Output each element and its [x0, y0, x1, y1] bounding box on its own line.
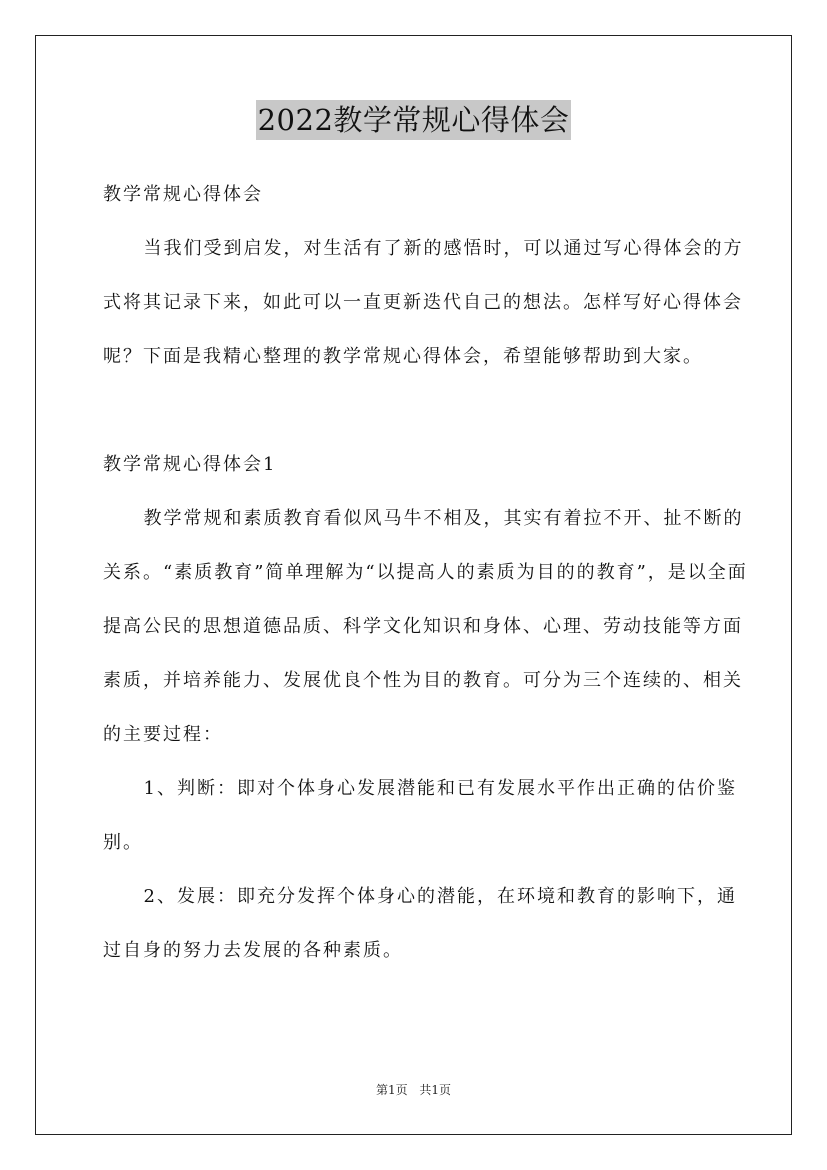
section-heading: 教学常规心得体会: [103, 184, 263, 205]
paragraph: 2、发展：即充分发挥个体身心的潜能，在环境和教育的影响下，通过自身的努力去发展的各种素质。: [103, 886, 737, 961]
paragraph: 1、判断：即对个体身心发展潜能和已有发展水平作出正确的估价鉴别。: [103, 778, 737, 853]
section-1: [103, 438, 753, 978]
section-heading: 教学常规心得体会1: [103, 454, 277, 475]
paragraph: 教学常规和素质教育看似风马牛不相及，其实有着拉不开、扯不断的关系。“素质教育”简单理解为“以提高人的素质为目的的教育”，是以全面提高公民的思想道德品质、科学文化知识和身体、心理、劳动技能等方面素质，并培养能力、发展优良个性为目的教育。可分为三个连续的、相关的主要过程：: [103, 508, 748, 745]
section-intro: [103, 168, 753, 384]
section-spacer: [103, 384, 753, 438]
paragraph: 当我们受到启发，对生活有了新的感悟时，可以通过写心得体会的方式将其记录下来，如此可以一直更新迭代自己的想法。怎样写好心得体会呢？下面是我精心整理的教学常规心得体会，希望能够帮助到大家。: [103, 238, 744, 367]
page-number-total: 共1页: [419, 1083, 452, 1097]
document-title: 2022教学常规心得体会: [256, 100, 572, 140]
page-number-current: 第1页: [375, 1083, 408, 1097]
title-container: [0, 100, 827, 140]
page-footer: [0, 1082, 827, 1098]
document-body: [103, 168, 753, 978]
